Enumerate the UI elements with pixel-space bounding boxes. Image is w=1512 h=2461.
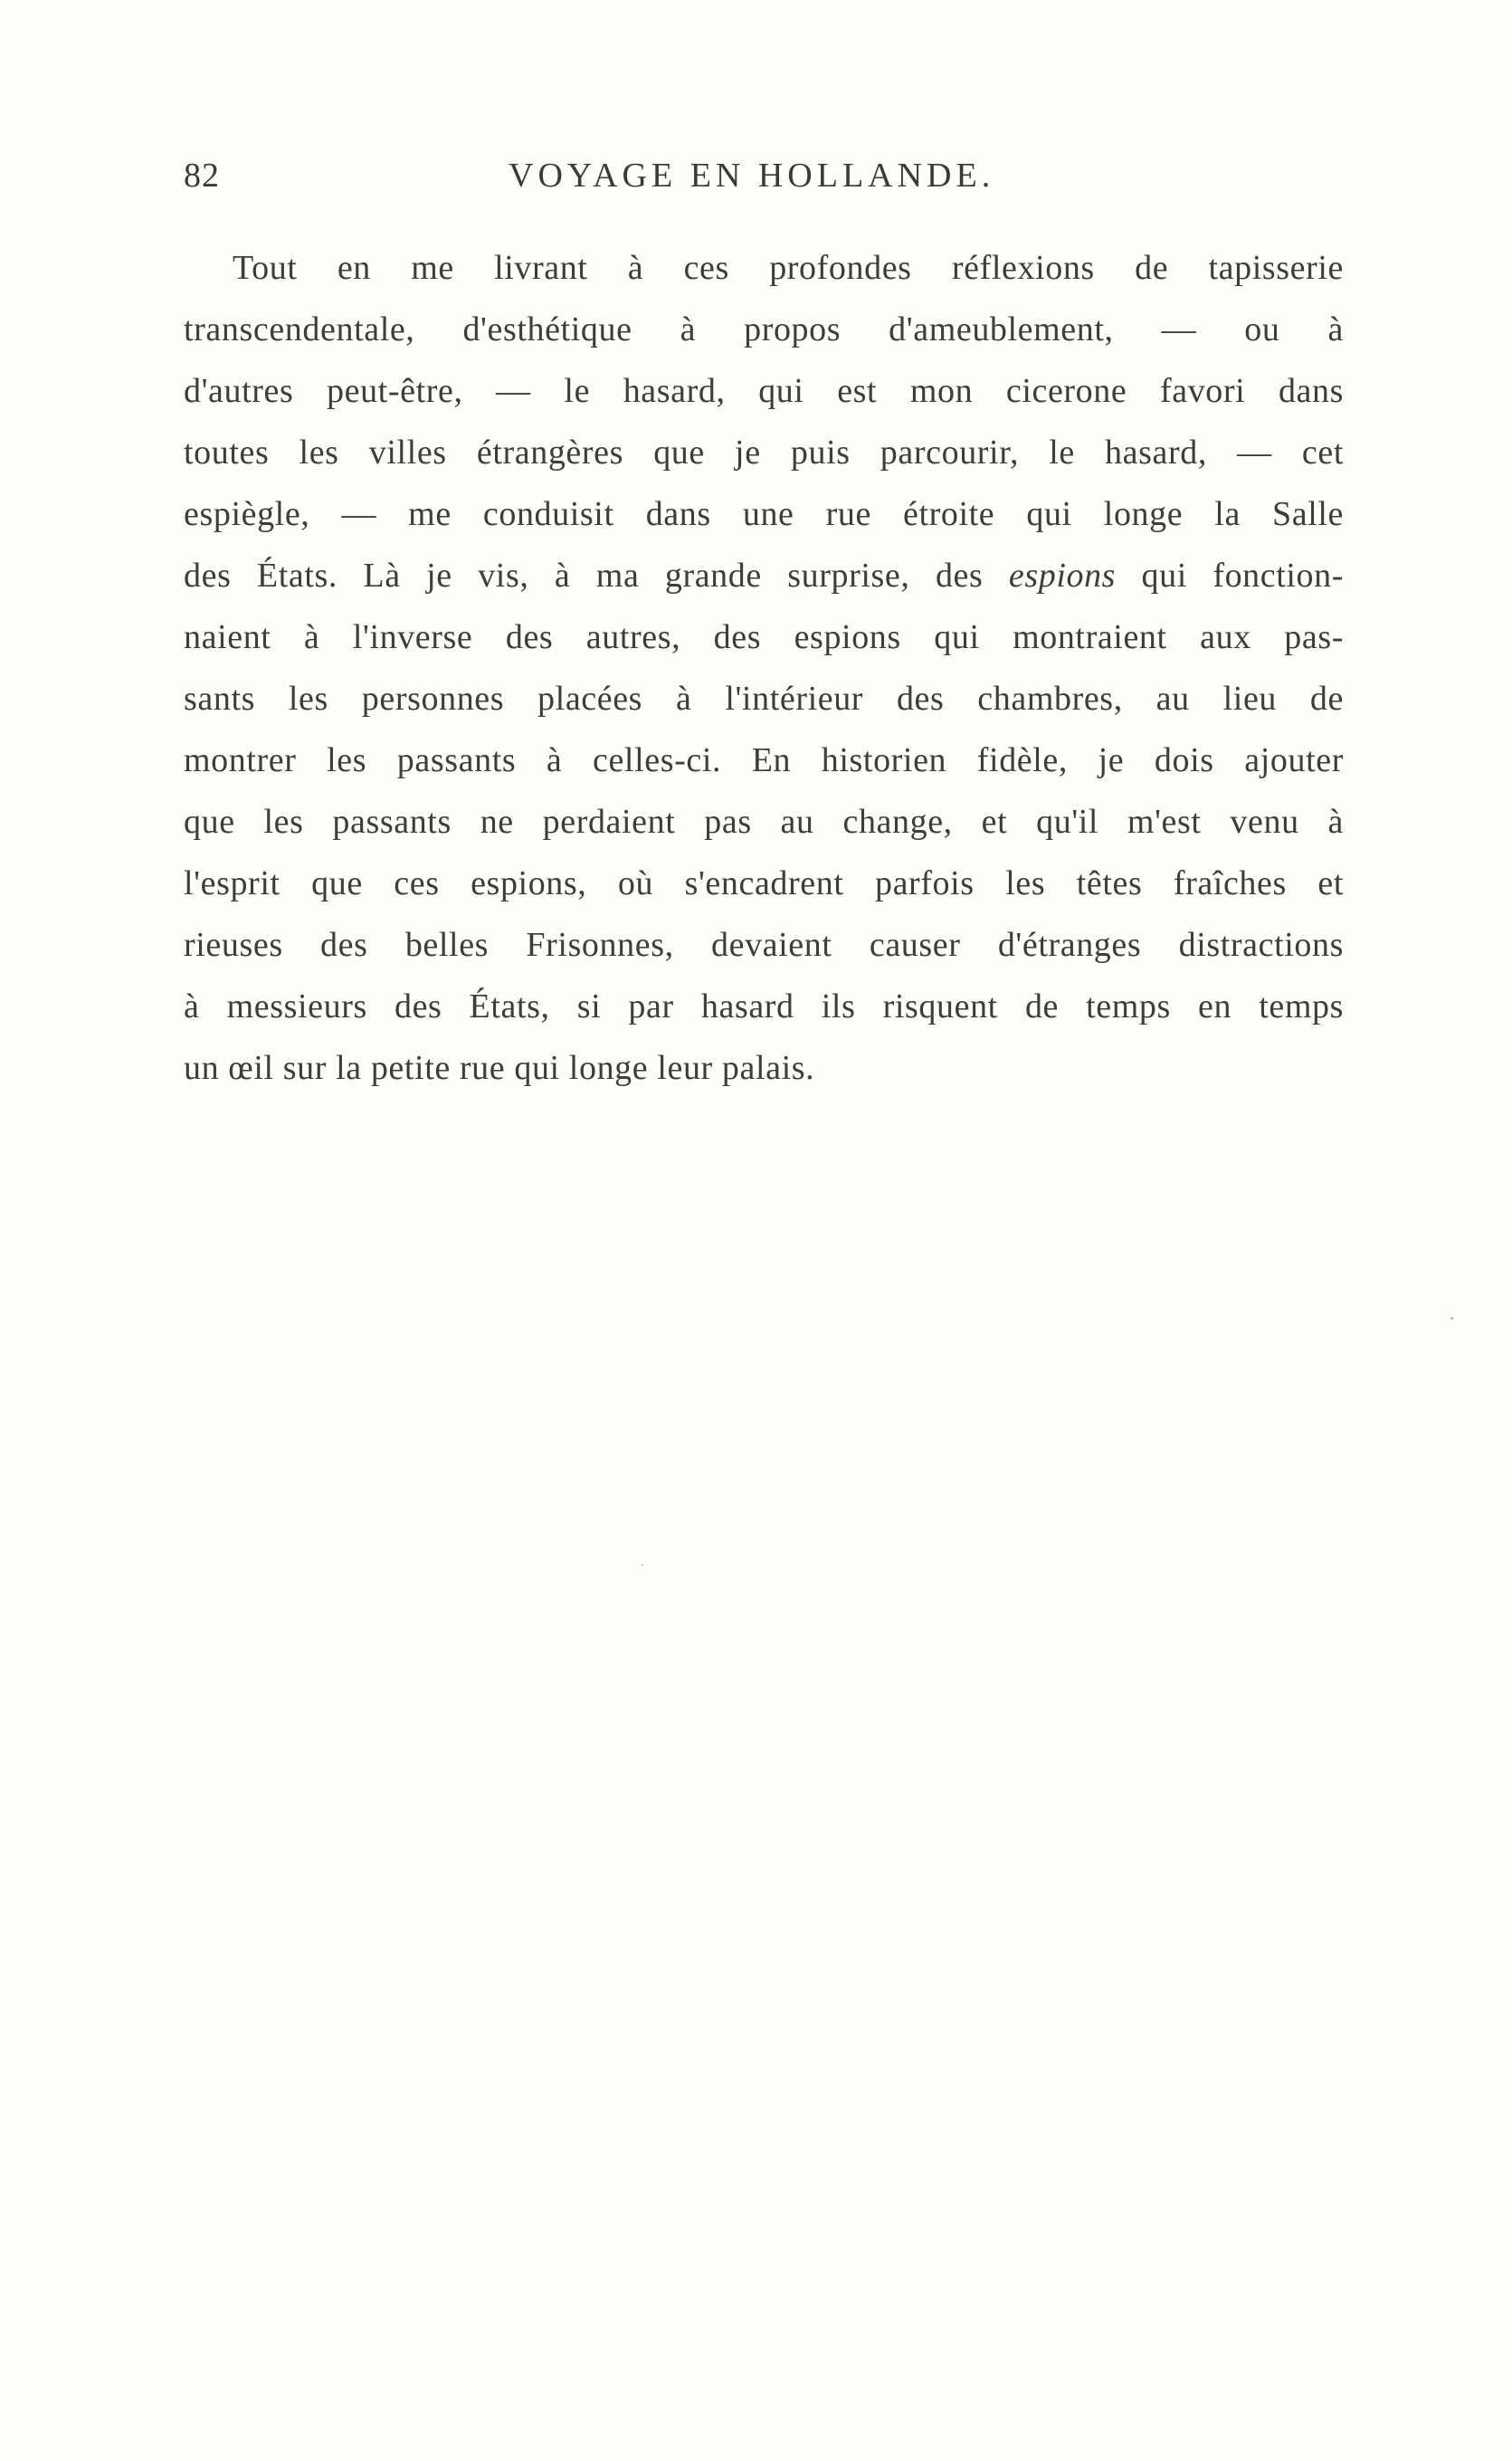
running-title: VOYAGE EN HOLLANDE.: [509, 157, 995, 195]
text-line-4: toutes les villes étrangères que je puis parcourir, le hasard, — cet: [184, 434, 1344, 472]
paper-speck: [1450, 1317, 1453, 1320]
body-paragraph: [184, 237, 1344, 1099]
text-line-11: l'esprit que ces espions, où s'encadrent parfois les têtes fraîches et: [184, 864, 1344, 902]
text-line-6-end: qui fonction-: [1141, 557, 1345, 595]
italic-word-espions: espions: [1008, 557, 1117, 595]
running-head: [184, 156, 1031, 206]
text-line-6-start: des États. Là je vis, à ma grande surprise, des: [184, 557, 984, 595]
page-number: 82: [184, 157, 220, 195]
text-line-5: espiègle, — me conduisit dans une rue étroite qui longe la Salle: [184, 495, 1344, 533]
text-line-10: que les passants ne perdaient pas au change, et qu'il m'est venu à: [184, 803, 1344, 841]
text-line-13: à messieurs des États, si par hasard ils risquent de temps en temps: [184, 987, 1344, 1025]
text-line-9: montrer les passants à celles-ci. En historien fidèle, je dois ajouter: [184, 741, 1344, 779]
text-line-8: sants les personnes placées à l'intérieur des chambres, au lieu de: [184, 680, 1344, 718]
paper-speck: [642, 1564, 643, 1566]
text-line-2: transcendentale, d'esthétique à propos d'ameublement, — ou à: [184, 310, 1344, 348]
text-line-14: un œil sur la petite rue qui longe leur palais.: [184, 1049, 815, 1087]
text-line-6: [184, 545, 1344, 606]
text-line-1: Tout en me livrant à ces profondes réflexions de tapisserie: [233, 249, 1344, 287]
text-line-3: d'autres peut-être, — le hasard, qui est mon cicerone favori dans: [184, 372, 1344, 410]
text-line-7: naient à l'inverse des autres, des espions qui montraient aux pas-: [184, 618, 1344, 656]
text-line-12: rieuses des belles Frisonnes, devaient causer d'étranges distractions: [184, 926, 1344, 964]
